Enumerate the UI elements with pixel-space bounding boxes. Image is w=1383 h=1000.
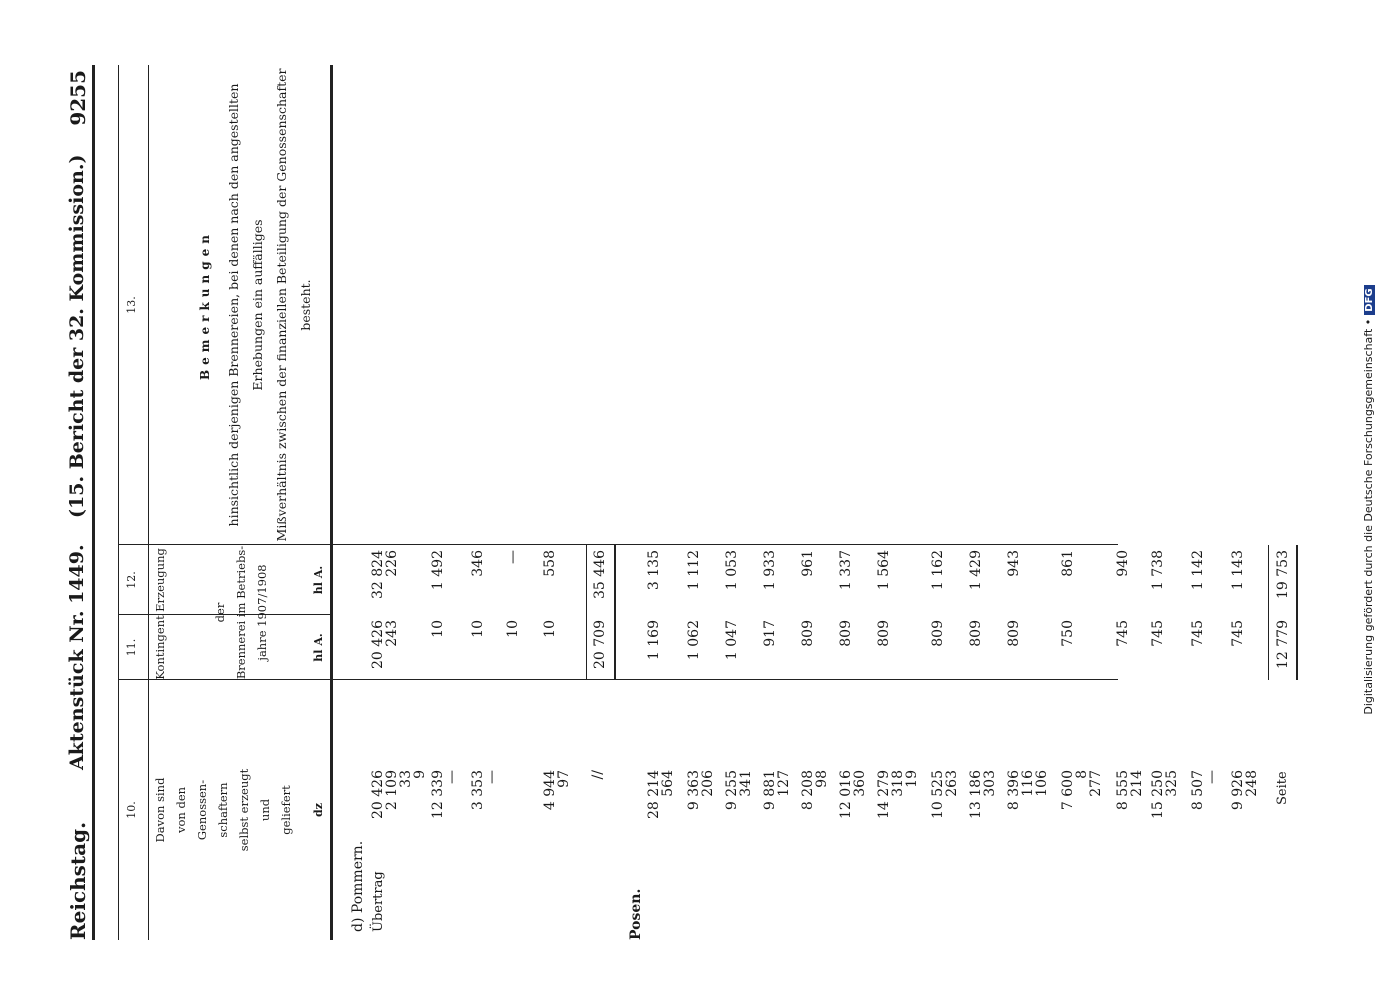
cell-c11: 809 [1006,620,1022,647]
cell-c10: 8 507 [1190,770,1206,811]
cell-c10: 12 339 [430,770,446,819]
cell-c11: 809 [930,620,946,647]
header-subtitle: (15. Bericht der 32. Kommission.) [66,154,88,518]
cell-c10: 8 208 [800,770,816,811]
pommern-total-c10: // [590,770,606,780]
cell-c12: 1 142 [1190,550,1206,591]
cell-c11: 10 [505,620,521,638]
shared-head-line: der [213,602,227,623]
page-number: 9255 [66,70,90,126]
cell-c11: 745 [1150,620,1166,647]
colnum-rule [148,65,149,940]
cell-c12: 1 053 [724,550,740,591]
cell-c12: 943 [1006,550,1022,577]
cell-c10: 106 [1033,770,1050,797]
subtotal-bottom-pommern [614,545,616,680]
cell-c10: 12 016 [838,770,854,819]
cell-c11: 1 169 [646,620,662,661]
cell-c10: 14 279 [876,770,892,819]
cell-c10: 8 555 [1115,770,1131,811]
cell-c12: 940 [1115,550,1131,577]
cell-c10: 303 [981,770,998,797]
cell-c12: 558 [542,550,558,577]
subtotal-rule-posen [1268,545,1269,680]
posen-total-label: Seite [1275,771,1290,805]
cell-c10: 127 [775,770,792,797]
col12-header: Erzeugung [153,548,167,612]
cell-c11: 745 [1230,620,1246,647]
col10-head-line: geliefert [279,785,293,835]
cell-c11: 10 [430,620,446,638]
cell-c11: 745 [1115,620,1131,647]
top-rule [92,65,95,940]
cell-c10: 28 214 [646,770,662,819]
cell-c11: 809 [968,620,984,647]
cell-c10: 325 [1163,770,1180,797]
cell-c11: 10 [470,620,486,638]
cell-c11: 243 [384,620,400,647]
footer-text: Digitalisierung gefördert durch die Deutsche Forschungsgemeinschaft • [1362,318,1375,715]
cell-c11: 809 [876,620,892,647]
cell-c10: 564 [659,770,676,797]
cell-c12: 1 337 [838,550,854,591]
subtotal-rule-pommern [586,545,587,680]
cell-c10: 2 109 [384,770,400,811]
col10-head-line: und [258,798,272,822]
col10-head-line: Genossen- [195,779,209,841]
cell-c10: 206 [699,770,716,797]
cell-c10: 360 [851,770,868,797]
cell-c10: 9 926 [1230,770,1246,811]
cell-c10: 9 363 [686,770,702,811]
col11-header: Kontingent [153,615,167,680]
section-pommern: d) Pommern. [350,840,366,932]
cell-c12: 226 [384,550,400,577]
cell-c10: 10 525 [930,770,946,819]
col10-header [150,680,297,940]
cell-c10: 15 250 [1150,770,1166,819]
col12-unit: hl A. [312,565,325,595]
cell-c10: 4 944 [542,770,558,811]
pommern-total-c11: 20 709 [592,620,608,669]
cell-c12: 1 162 [930,550,946,591]
header-aktenstueck: Aktenstück Nr. 1449. [66,544,88,770]
remarks-text [222,65,318,545]
colnum-12: 12. [125,571,138,589]
dfg-footer [1362,0,1375,1000]
cell-c10: 8 396 [1006,770,1022,811]
uebertrag-label: Übertrag [371,871,386,932]
colnum-13: 13. [125,296,138,314]
cell-c11: 809 [800,620,816,647]
cell-c10: 318 [889,770,906,797]
colnum-11: 11. [125,638,138,657]
cell-c10: 263 [943,770,960,797]
shared-head-line: jahre 1907/1908 [255,564,269,661]
cell-c12: 1 564 [876,550,892,591]
cell-c11: 750 [1060,620,1076,647]
col10-head-line: schaftern [216,782,230,838]
cell-c10: — [1203,770,1220,784]
cell-c10: 97 [555,770,572,788]
cell-c10: 3 353 [470,770,486,811]
col11-12-shared-header [210,545,273,680]
cell-c10: 9 255 [724,770,740,811]
cell-c10: 341 [737,770,754,797]
cell-c10: 248 [1243,770,1260,797]
cell-c10: 8 [1073,770,1090,779]
shared-head-line: Brennerei im Betriebs- [234,545,248,680]
cell-c10: 9 881 [762,770,778,811]
cell-c10: 20 426 [370,770,386,819]
cell-c10: — [443,770,460,784]
cell-c12: 3 135 [646,550,662,591]
cell-c12: 1 429 [968,550,984,591]
cell-c10: 116 [1019,770,1036,797]
cell-c11: 1 047 [724,620,740,661]
cell-c10: 9 [411,770,428,779]
cell-c10: 33 [397,770,414,788]
remarks-title: Bemerkungen [198,230,212,380]
remarks-line: hinsichtlich derjenigen Brennereien, bei denen nach den angestellten Erhebungen ein auffälliges [226,83,265,527]
cell-c10: — [483,770,500,784]
cell-c11: 917 [762,620,778,647]
cell-c11: 20 426 [370,620,386,669]
col11-unit: hl A. [312,633,325,662]
header-title [66,155,88,770]
remarks-line: Mißverhältnis zwischen der finanziellen Beteiligung der Genossenschafter besteht. [274,68,313,542]
header-reichstag: Reichstag. [66,821,90,940]
cell-c12: — [505,550,521,564]
cell-c10: 13 186 [968,770,984,819]
cell-c12: 346 [470,550,486,577]
dfg-logo: DFG [1364,285,1375,314]
cell-c10: 277 [1087,770,1104,797]
col10-head-line: von den [174,786,188,834]
cell-c12: 1 738 [1150,550,1166,591]
cell-c12: 32 824 [370,550,386,599]
cell-c10: 214 [1128,770,1145,797]
colnum-10: 10. [125,801,138,819]
cell-c11: 1 062 [686,620,702,661]
col10-head-line: selbst erzeugt [237,768,251,852]
cell-c12: 861 [1060,550,1076,577]
pommern-total-c12: 35 446 [592,550,608,599]
cell-c12: 1 933 [762,550,778,591]
col10-head-line: Davon sind [153,777,167,843]
header-bottom-rule [330,65,333,940]
subtotal-bottom-posen [1296,545,1298,680]
section-posen: Posen. [628,888,644,940]
header-rule-1 [118,65,119,940]
cell-c10: 7 600 [1060,770,1076,811]
cell-c11: 809 [838,620,854,647]
cell-c12: 1 143 [1230,550,1246,591]
posen-total-c11: 12 779 [1275,620,1291,669]
cell-c12: 1 492 [430,550,446,591]
cell-c11: 10 [542,620,558,638]
cell-c10: 98 [813,770,830,788]
col10-unit: dz [312,803,325,817]
cell-c10: 19 [903,770,920,788]
posen-total-c12: 19 753 [1275,550,1291,599]
cell-c12: 1 112 [686,550,702,591]
cell-c12: 961 [800,550,816,577]
cell-c11: 745 [1190,620,1206,647]
